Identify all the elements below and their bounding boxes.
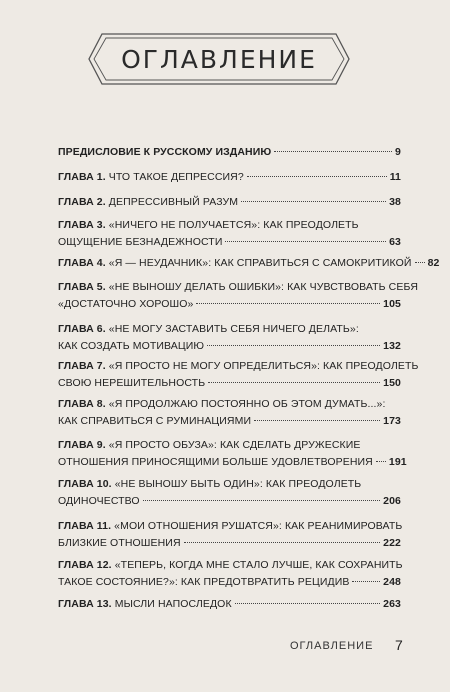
toc-chapter-label: ГЛАВА 8. (58, 398, 106, 410)
toc-entry-continuation (58, 377, 401, 389)
toc-entry-title (58, 281, 418, 293)
toc-chapter-title: «НЕ МОГУ ЗАСТАВИТЬ СЕБЯ НИЧЕГО ДЕЛАТЬ»: (108, 323, 359, 335)
toc-chapter-label: ГЛАВА 2. (58, 196, 106, 208)
toc-entry-title (58, 478, 361, 490)
toc-entry (58, 257, 440, 269)
toc-entry-continuation (58, 456, 407, 468)
toc-chapter-label: ГЛАВА 7. (58, 360, 106, 372)
toc-chapter-label: ГЛАВА 3. (58, 219, 106, 231)
running-footer-label: ОГЛАВЛЕНИЕ (290, 640, 374, 652)
toc-chapter-title: МЫСЛИ НАПОСЛЕДОК (114, 598, 232, 610)
toc-entry (58, 219, 401, 231)
toc-page-number: 206 (383, 495, 401, 507)
leader-dots (225, 241, 386, 242)
leader-dots (207, 345, 380, 346)
toc-entry-continuation (58, 415, 401, 427)
toc-chapter-title: «Я ПРОСТО ОБУЗА»: КАК СДЕЛАТЬ ДРУЖЕСКИЕ (108, 439, 361, 451)
toc-chapter-title-cont: КАК СОЗДАТЬ МОТИВАЦИЮ (58, 340, 205, 352)
toc-entry (58, 196, 401, 208)
leader-dots (235, 603, 381, 604)
toc-chapter-title: ПРЕДИСЛОВИЕ К РУССКОМУ ИЗДАНИЮ (58, 146, 272, 158)
toc-entry-title (58, 398, 385, 410)
toc-entry-title (58, 146, 271, 158)
toc-entry-title (58, 323, 359, 335)
toc-page-number: 222 (383, 537, 401, 549)
leader-dots (247, 176, 387, 177)
leader-dots (184, 542, 381, 543)
toc-chapter-title-cont: БЛИЗКИЕ ОТНОШЕНИЯ (58, 537, 181, 549)
leader-dots (352, 581, 380, 582)
toc-entry (58, 281, 419, 293)
toc-page-number: 150 (383, 377, 401, 389)
leader-dots (208, 382, 380, 383)
toc-chapter-title: «НЕ ВЫНОШУ БЫТЬ ОДИН»: КАК ПРЕОДОЛЕТЬ (114, 478, 362, 490)
toc-page-number: 38 (389, 196, 401, 208)
toc-entry (58, 171, 401, 183)
toc-entry (58, 478, 401, 490)
toc-chapter-title-cont: ТАКОЕ СОСТОЯНИЕ?»: КАК ПРЕДОТВРАТИТЬ РЕЦИДИВ (58, 576, 350, 588)
toc-chapter-title: «Я ПРОСТО НЕ МОГУ ОПРЕДЕЛИТЬСЯ»: КАК ПРЕОДОЛЕТЬ (108, 360, 419, 372)
toc-chapter-label: ГЛАВА 13. (58, 598, 112, 610)
toc-entry-title (58, 520, 402, 532)
toc-chapter-title-cont: ОЩУЩЕНИЕ БЕЗНАДЕЖНОСТИ (58, 236, 223, 248)
leader-dots (274, 151, 392, 152)
toc-page-number: 11 (389, 171, 401, 183)
toc-chapter-title-cont: ОТНОШЕНИЯ ПРИНОСЯЩИМИ БОЛЬШЕ УДОВЛЕТВОРЕНИЯ (58, 456, 373, 468)
toc-entry-continuation (58, 495, 401, 507)
toc-entry (58, 439, 401, 451)
toc-chapter-title-cont: КАК СПРАВИТЬСЯ С РУМИНАЦИЯМИ (58, 415, 252, 427)
toc-entry-continuation (58, 537, 401, 549)
toc-page-number: 9 (395, 146, 401, 158)
toc-chapter-label: ГЛАВА 6. (58, 323, 106, 335)
toc-chapter-title: ЧТО ТАКОЕ ДЕПРЕССИЯ? (108, 171, 244, 183)
toc-chapter-title-cont: ОДИНОЧЕСТВО (58, 495, 140, 507)
toc-entry (58, 520, 401, 532)
toc-chapter-label: ГЛАВА 9. (58, 439, 106, 451)
toc-page-number: 191 (388, 456, 407, 468)
toc-chapter-title: «Я ПРОДОЛЖАЮ ПОСТОЯННО ОБ ЭТОМ ДУМАТЬ...»: (108, 398, 386, 410)
toc-chapter-label: ГЛАВА 4. (58, 257, 106, 269)
leader-dots (376, 461, 386, 462)
page-title: ОГЛАВЛЕНИЕ (121, 44, 317, 74)
toc-page-number: 132 (383, 340, 401, 352)
toc-chapter-title-cont: СВОЮ НЕРЕШИТЕЛЬНОСТЬ (58, 377, 206, 389)
toc-chapter-label: ГЛАВА 11. (58, 520, 112, 532)
toc-entry-title (58, 219, 359, 231)
toc-entry (58, 360, 419, 372)
toc-entry (58, 398, 401, 410)
toc-entry-title (58, 559, 403, 571)
toc-page-number: 105 (383, 298, 401, 310)
toc-page-number: 263 (383, 598, 401, 610)
toc-chapter-title-cont: «ДОСТАТОЧНО ХОРОШО» (58, 298, 194, 310)
toc-entry-title (58, 196, 238, 208)
toc-chapter-label: ГЛАВА 1. (58, 171, 106, 183)
toc-chapter-title: «Я — НЕУДАЧНИК»: КАК СПРАВИТЬСЯ С САМОКРИТИКОЙ (108, 257, 412, 269)
leader-dots (254, 420, 380, 421)
toc-entry-continuation (58, 298, 401, 310)
toc-chapter-title: «НЕ ВЫНОШУ ДЕЛАТЬ ОШИБКИ»: КАК ЧУВСТВОВАТЬ СЕБЯ (108, 281, 419, 293)
toc-chapter-title: «НИЧЕГО НЕ ПОЛУЧАЕТСЯ»: КАК ПРЕОДОЛЕТЬ (108, 219, 359, 231)
toc-chapter-label: ГЛАВА 5. (58, 281, 106, 293)
toc-page-number: 248 (383, 576, 401, 588)
toc-chapter-title: «МОИ ОТНОШЕНИЯ РУШАТСЯ»: КАК РЕАНИМИРОВАТЬ (114, 520, 403, 532)
toc-entry-title (58, 598, 232, 610)
toc-page-number: 173 (383, 415, 401, 427)
toc-page-number: 82 (427, 257, 440, 269)
toc-page-number: 63 (389, 236, 401, 248)
leader-dots (143, 500, 380, 501)
toc-entry-title (58, 439, 360, 451)
toc-chapter-title: «ТЕПЕРЬ, КОГДА МНЕ СТАЛО ЛУЧШЕ, КАК СОХРАНИТЬ (114, 559, 403, 571)
toc-entry-title (58, 360, 418, 372)
leader-dots (241, 201, 386, 202)
toc-chapter-label: ГЛАВА 12. (58, 559, 112, 571)
toc-entry-continuation (58, 340, 401, 352)
toc-entry (58, 559, 401, 571)
leader-dots (415, 262, 425, 263)
toc-entry (58, 323, 401, 335)
toc-entry (58, 146, 401, 158)
toc-entry-title (58, 171, 244, 183)
toc-entry-continuation (58, 236, 401, 248)
toc-entry-title (58, 257, 412, 269)
page-number: 7 (395, 637, 403, 653)
toc-entry (58, 598, 401, 610)
toc-chapter-label: ГЛАВА 10. (58, 478, 112, 490)
toc-chapter-title: ДЕПРЕССИВНЫЙ РАЗУМ (108, 196, 239, 208)
leader-dots (196, 303, 380, 304)
toc-entry-continuation (58, 576, 401, 588)
